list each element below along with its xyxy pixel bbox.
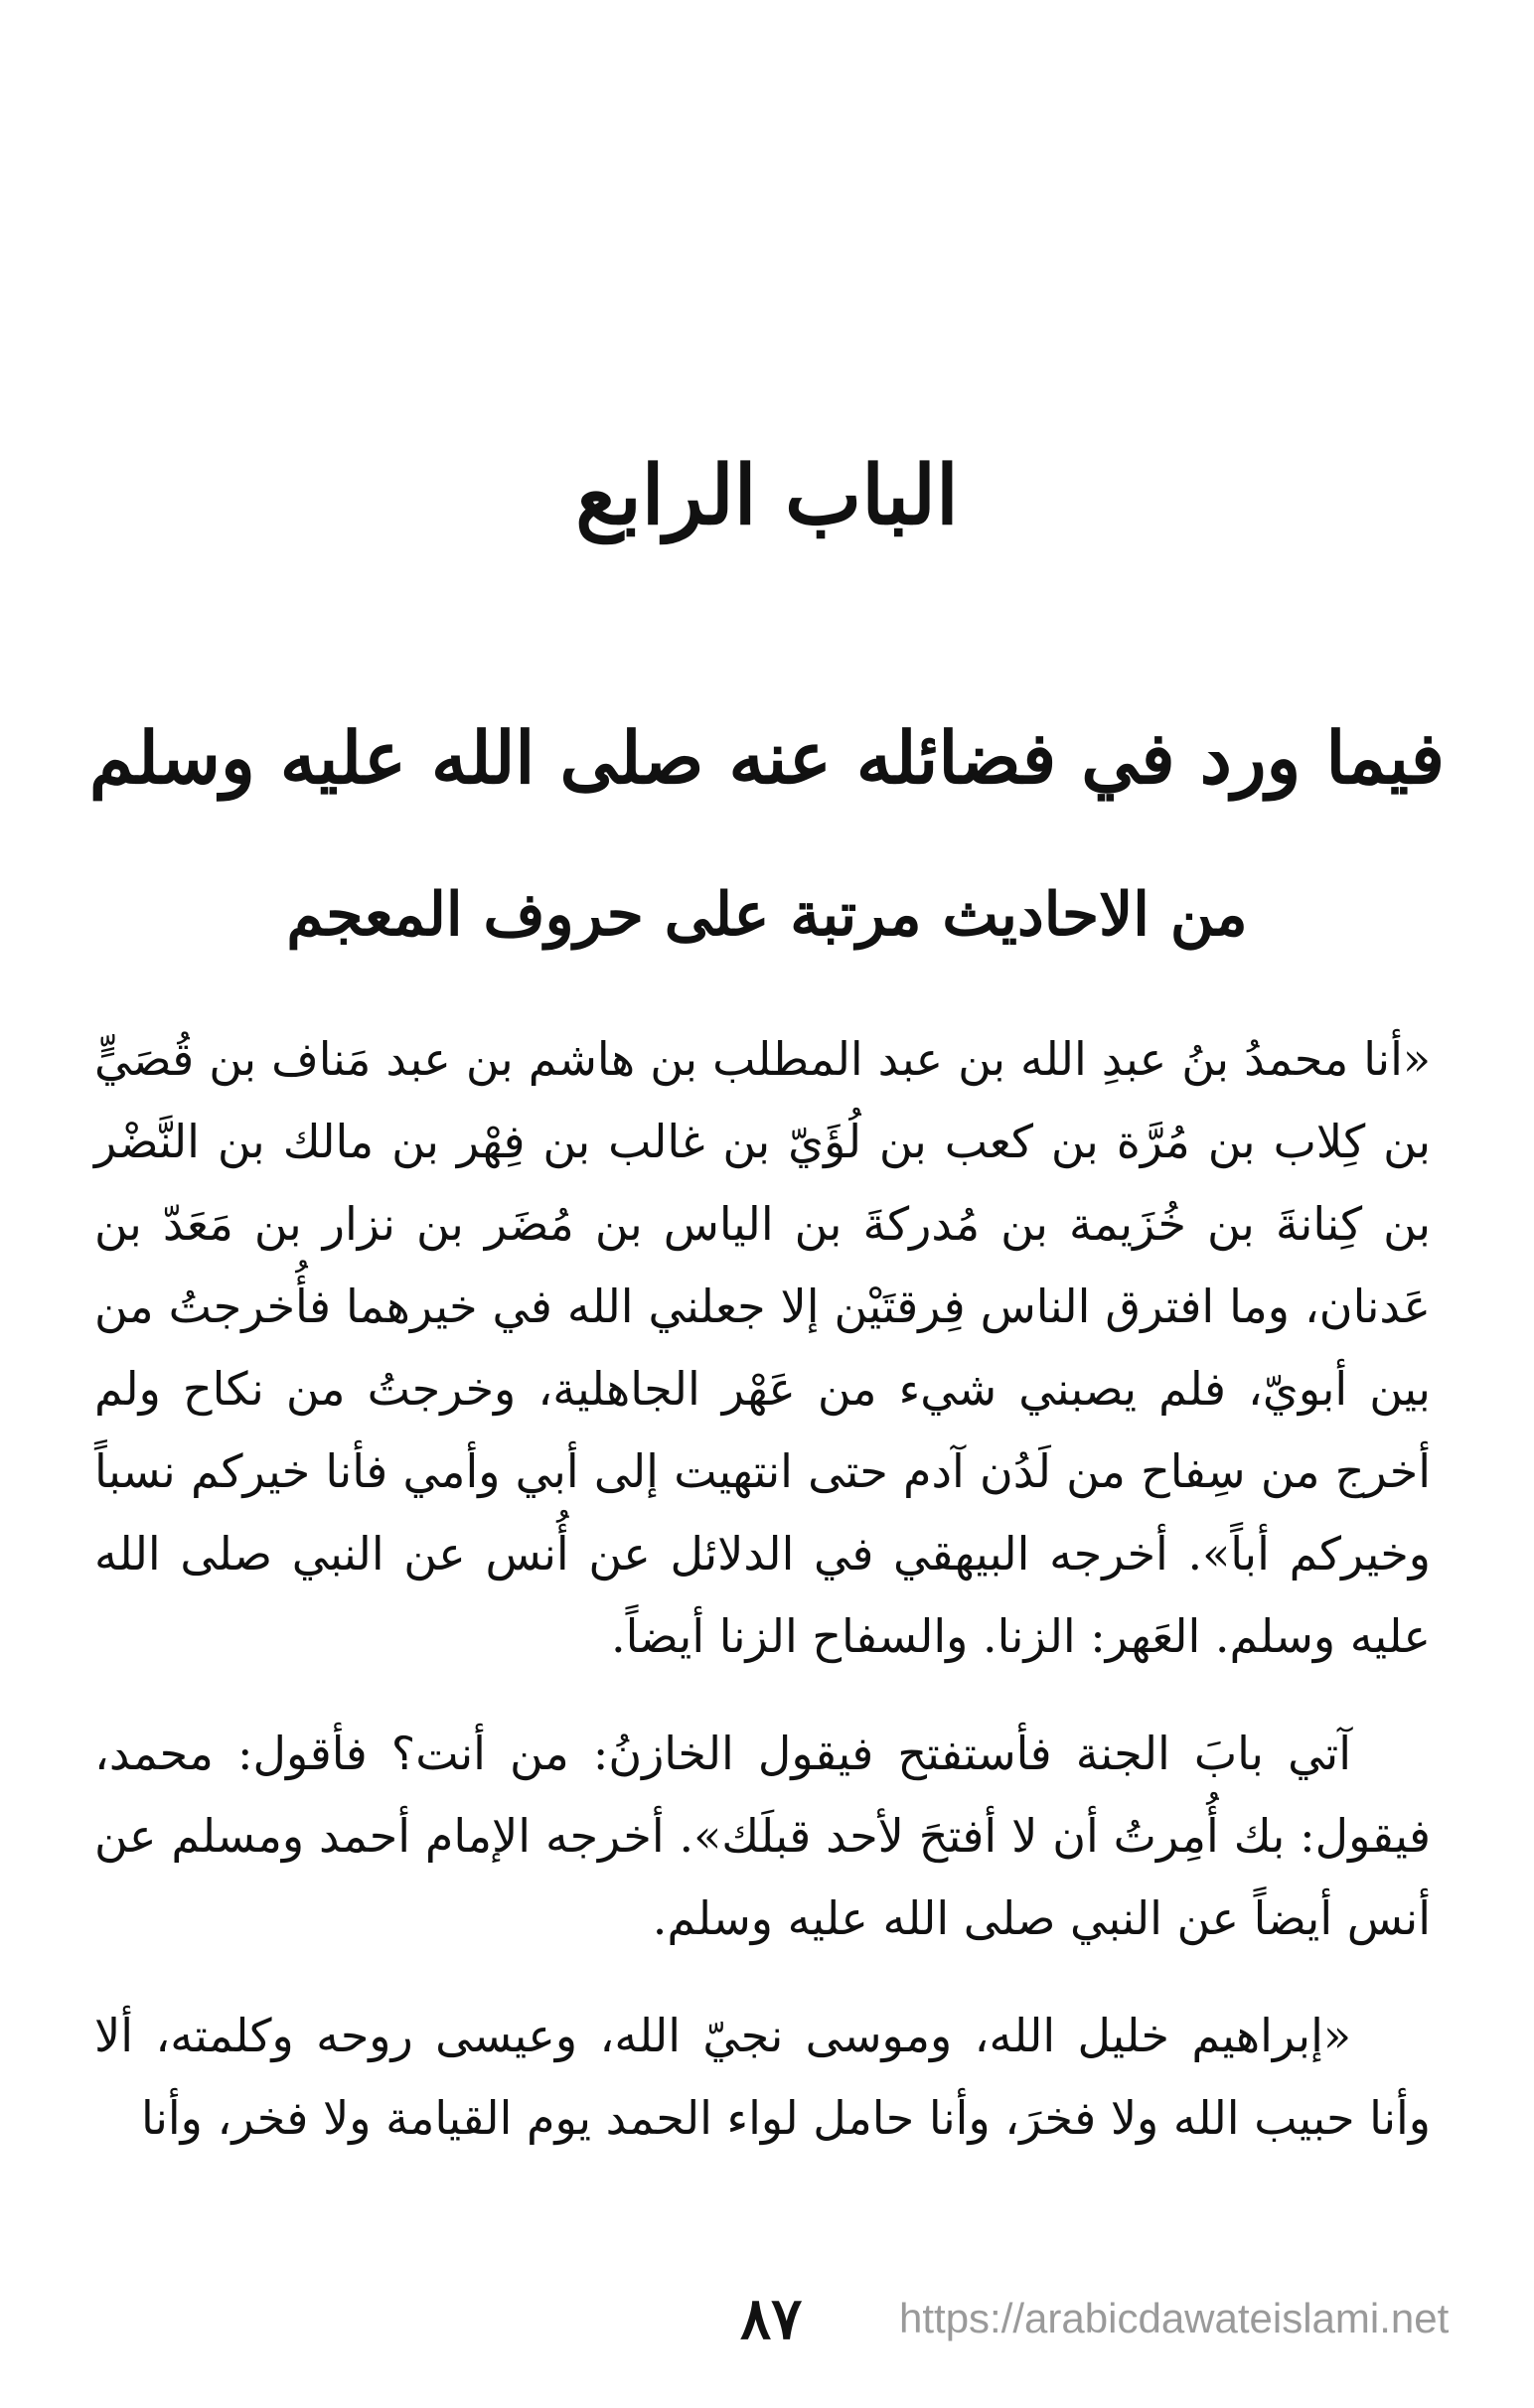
page-footer xyxy=(0,2285,1534,2374)
chapter-title: الباب الرابع xyxy=(575,447,959,543)
website-watermark: https://arabicdawateislami.net xyxy=(899,2295,1450,2341)
body-text xyxy=(94,1018,1431,2194)
section-subtitle: من الاحاديث مرتبة على حروف المعجم xyxy=(286,880,1248,950)
page-number: ٨٧ xyxy=(740,2285,803,2352)
section-title: فيما ورد في فضائله عنه صلى الله عليه وسلم xyxy=(88,714,1446,800)
hadith-paragraph-2: آتي بابَ الجنة فأستفتح فيقول الخازنُ: من أنت؟ فأقول: محمد، فيقول: بك أُمِرتُ أن لا أفتحَ لأحد قبلَك». أخرجه الإمام أحمد ومسلم عن أنس أيضاً عن النبي صلى الله عليه وسلم. xyxy=(94,1727,1431,1945)
hadith-paragraph-3: «إبراهيم خليل الله، وموسى نجيّ الله، وعيسى روحه وكلمته، ألا وأنا حبيب الله ولا فخرَ، وأنا حامل لواء الحمد يوم القيامة ولا فخر، وأنا xyxy=(94,2009,1431,2145)
hadith-paragraph-1: «أنا محمدُ بنُ عبدِ الله بن عبد المطلب بن هاشم بن عبد مَناف بن قُصَيٍّ بن كِلاب بن مُرَّة بن كعب بن لُؤَيّ بن غالب بن فِهْر بن مالك بن النَّضْر بن كِنانةَ بن خُزَيمة بن مُدركةَ بن الياس بن مُضَر بن نزار بن مَعَدّ بن عَدنان، وما افترق الناس فِرقتَيْن إلا جعلني الله في خيرهما فأُخرجتُ من بين أبويّ، فلم يصبني شيء من عَهْر الجاهلية، وخرجتُ من نكاح ولم أخرج من سِفاح من لَدُن آدم حتى انتهيت إلى أبي وأمي فأنا خيركم نسباً وخيركم أباً». أخرجه البيهقي في الدلائل عن أُنس عن النبي صلى الله عليه وسلم. العَهر: الزنا. والسفاح الزنا أيضاً. xyxy=(94,1032,1431,1663)
